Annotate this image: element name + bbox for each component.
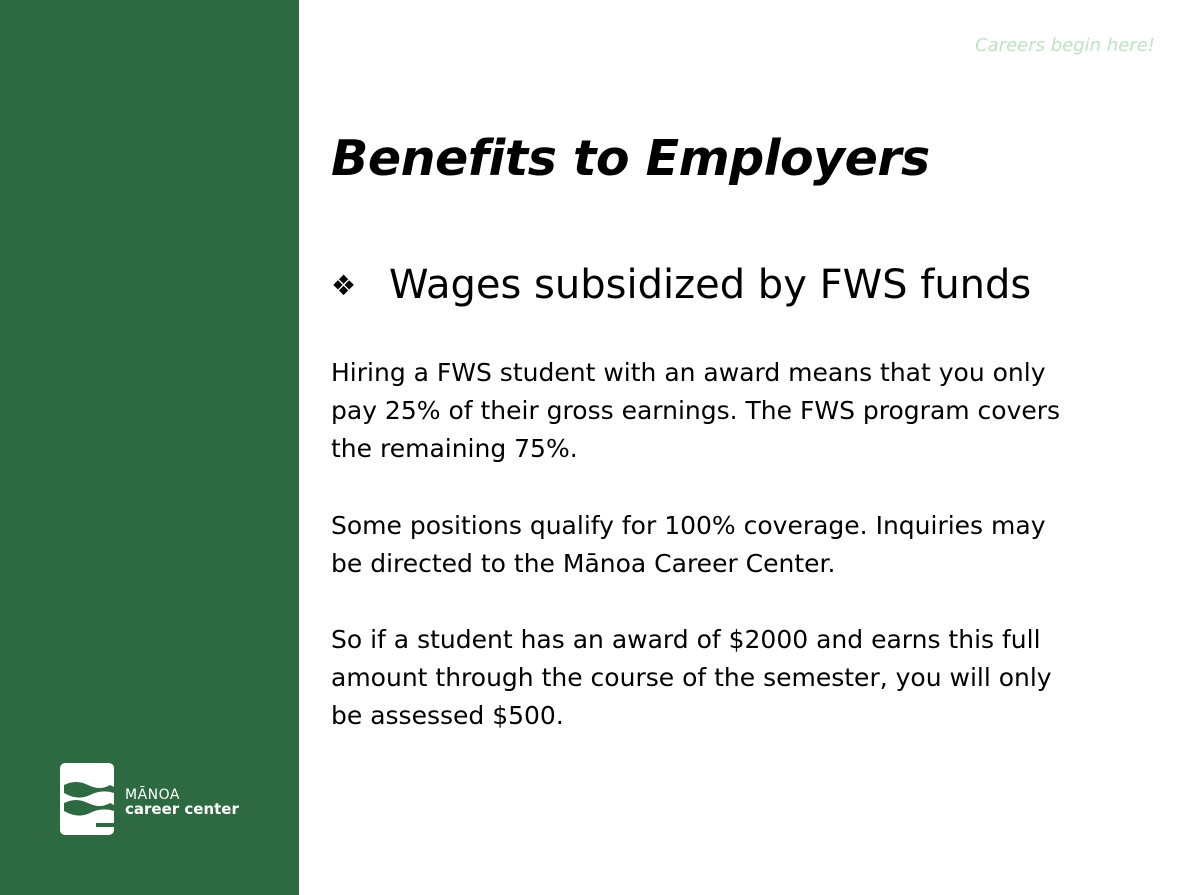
bullet-point bbox=[331, 262, 1031, 308]
paragraph-full-coverage: Some positions qualify for 100% coverage. Inquiries may be directed to the Mānoa Career Center. bbox=[331, 511, 1046, 578]
paragraph-cost-share: Hiring a FWS student with an award means that you only pay 25% of their gross earnings. The FWS program covers the remaining 75%. bbox=[331, 358, 1061, 463]
sidebar bbox=[0, 0, 299, 895]
logo-text bbox=[125, 788, 239, 818]
bullet-text: Wages subsidized by FWS funds bbox=[389, 262, 1032, 308]
paragraph-example: So if a student has an award of $2000 and earns this full amount through the course of the semester, you will only be assessed $500. bbox=[331, 625, 1052, 730]
logo-line-manoa: MĀNOA bbox=[125, 786, 180, 803]
logo bbox=[60, 763, 239, 835]
logo-line-career-center: career center bbox=[125, 800, 239, 819]
tagline: Careers begin here! bbox=[975, 35, 1155, 56]
career-center-logo-icon bbox=[60, 763, 114, 835]
diamond-bullet-icon: ❖ bbox=[331, 268, 357, 302]
slide-title: Benefits to Employers bbox=[331, 130, 930, 187]
